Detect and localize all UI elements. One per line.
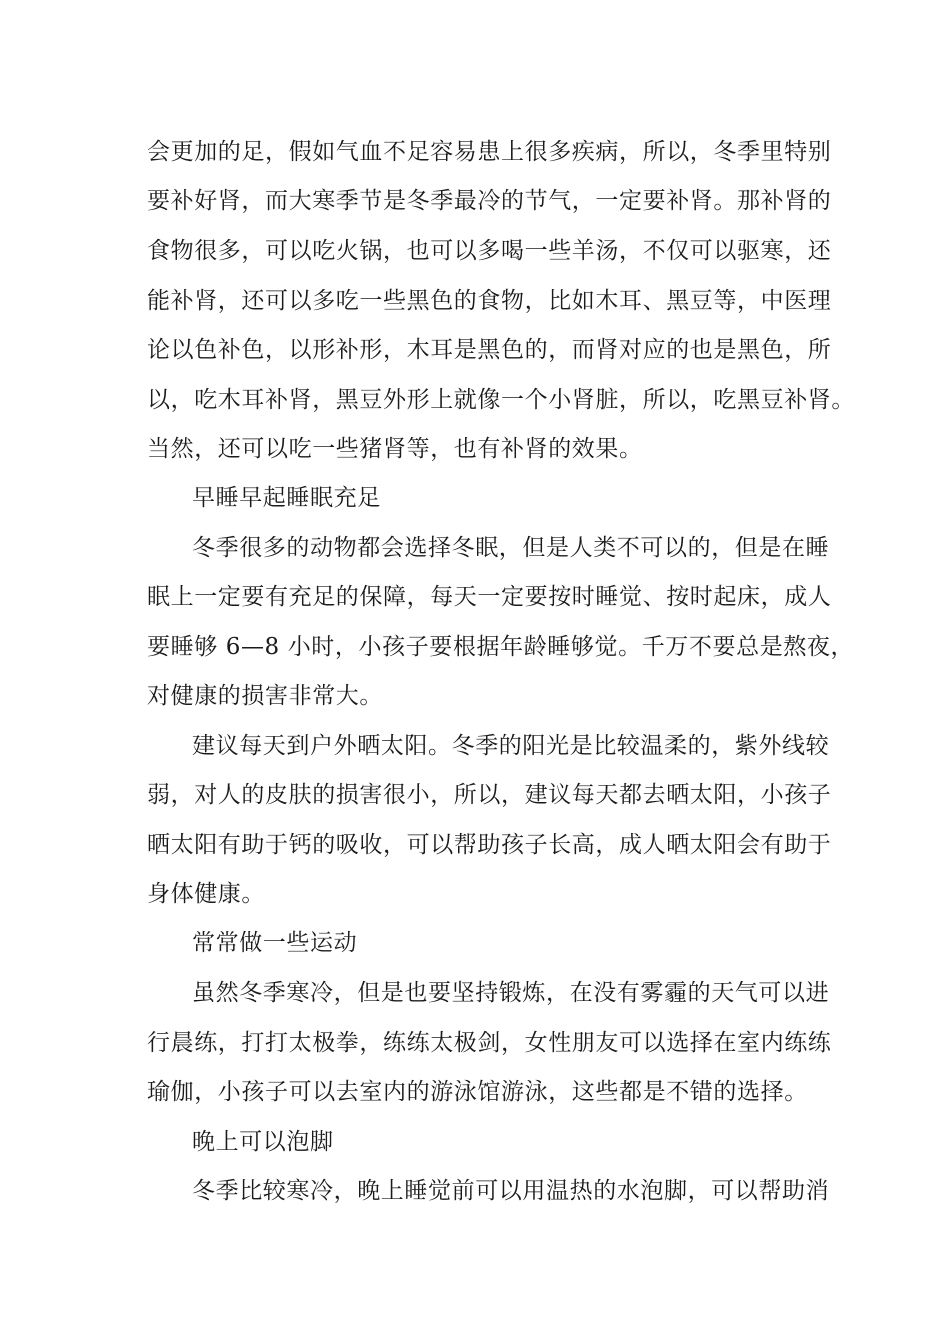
paragraph-line: 以，吃木耳补肾，黑豆外形上就像一个小肾脏，所以，吃黑豆补肾。 — [147, 387, 855, 413]
paragraph-line: 论以色补色，以形补形，木耳是黑色的，而肾对应的也是黑色，所 — [147, 337, 832, 363]
paragraph-line: 冬季很多的动物都会选择冬眠，但是人类不可以的，但是在睡 — [192, 535, 830, 561]
section-heading: 常常做一些运动 — [192, 930, 358, 956]
paragraph-line: 弱，对人的皮肤的损害很小，所以，建议每天都去晒太阳，小孩子 — [147, 782, 832, 808]
paragraph-line: 建议每天到户外晒太阳。冬季的阳光是比较温柔的，紫外线较 — [192, 733, 830, 759]
paragraph-line: 眠上一定要有充足的保障，每天一定要按时睡觉、按时起床，成人 — [147, 584, 832, 610]
paragraph-line: 行晨练，打打太极拳，练练太极剑，女性朋友可以选择在室内练练 — [147, 1030, 832, 1056]
paragraph-line: 当然，还可以吃一些猪肾等，也有补肾的效果。 — [147, 436, 643, 462]
paragraph-line: 对健康的损害非常大。 — [147, 683, 383, 709]
section-heading: 晚上可以泡脚 — [192, 1129, 334, 1155]
paragraph-line: 瑜伽，小孩子可以去室内的游泳馆游泳，这些都是不错的选择。 — [147, 1079, 808, 1105]
paragraph-line: 要睡够 6—8 小时，小孩子要根据年龄睡够觉。千万不要总是熬夜， — [147, 634, 855, 660]
paragraph-line: 要补好肾，而大寒季节是冬季最冷的节气，一定要补肾。那补肾的 — [147, 188, 832, 214]
paragraph-line: 身体健康。 — [147, 881, 265, 907]
paragraph-line: 食物很多，可以吃火锅，也可以多喝一些羊汤，不仅可以驱寒，还 — [147, 238, 832, 264]
paragraph-line: 会更加的足，假如气血不足容易患上很多疾病，所以，冬季里特别 — [147, 139, 832, 165]
paragraph-line: 晒太阳有助于钙的吸收，可以帮助孩子长高，成人晒太阳会有助于 — [147, 832, 832, 858]
paragraph-line: 冬季比较寒冷，晚上睡觉前可以用温热的水泡脚，可以帮助消 — [192, 1178, 830, 1204]
section-heading: 早睡早起睡眠充足 — [192, 485, 381, 511]
paragraph-line: 虽然冬季寒冷，但是也要坚持锻炼，在没有雾霾的天气可以进 — [192, 980, 830, 1006]
paragraph-line: 能补肾，还可以多吃一些黑色的食物，比如木耳、黑豆等，中医理 — [147, 288, 832, 314]
